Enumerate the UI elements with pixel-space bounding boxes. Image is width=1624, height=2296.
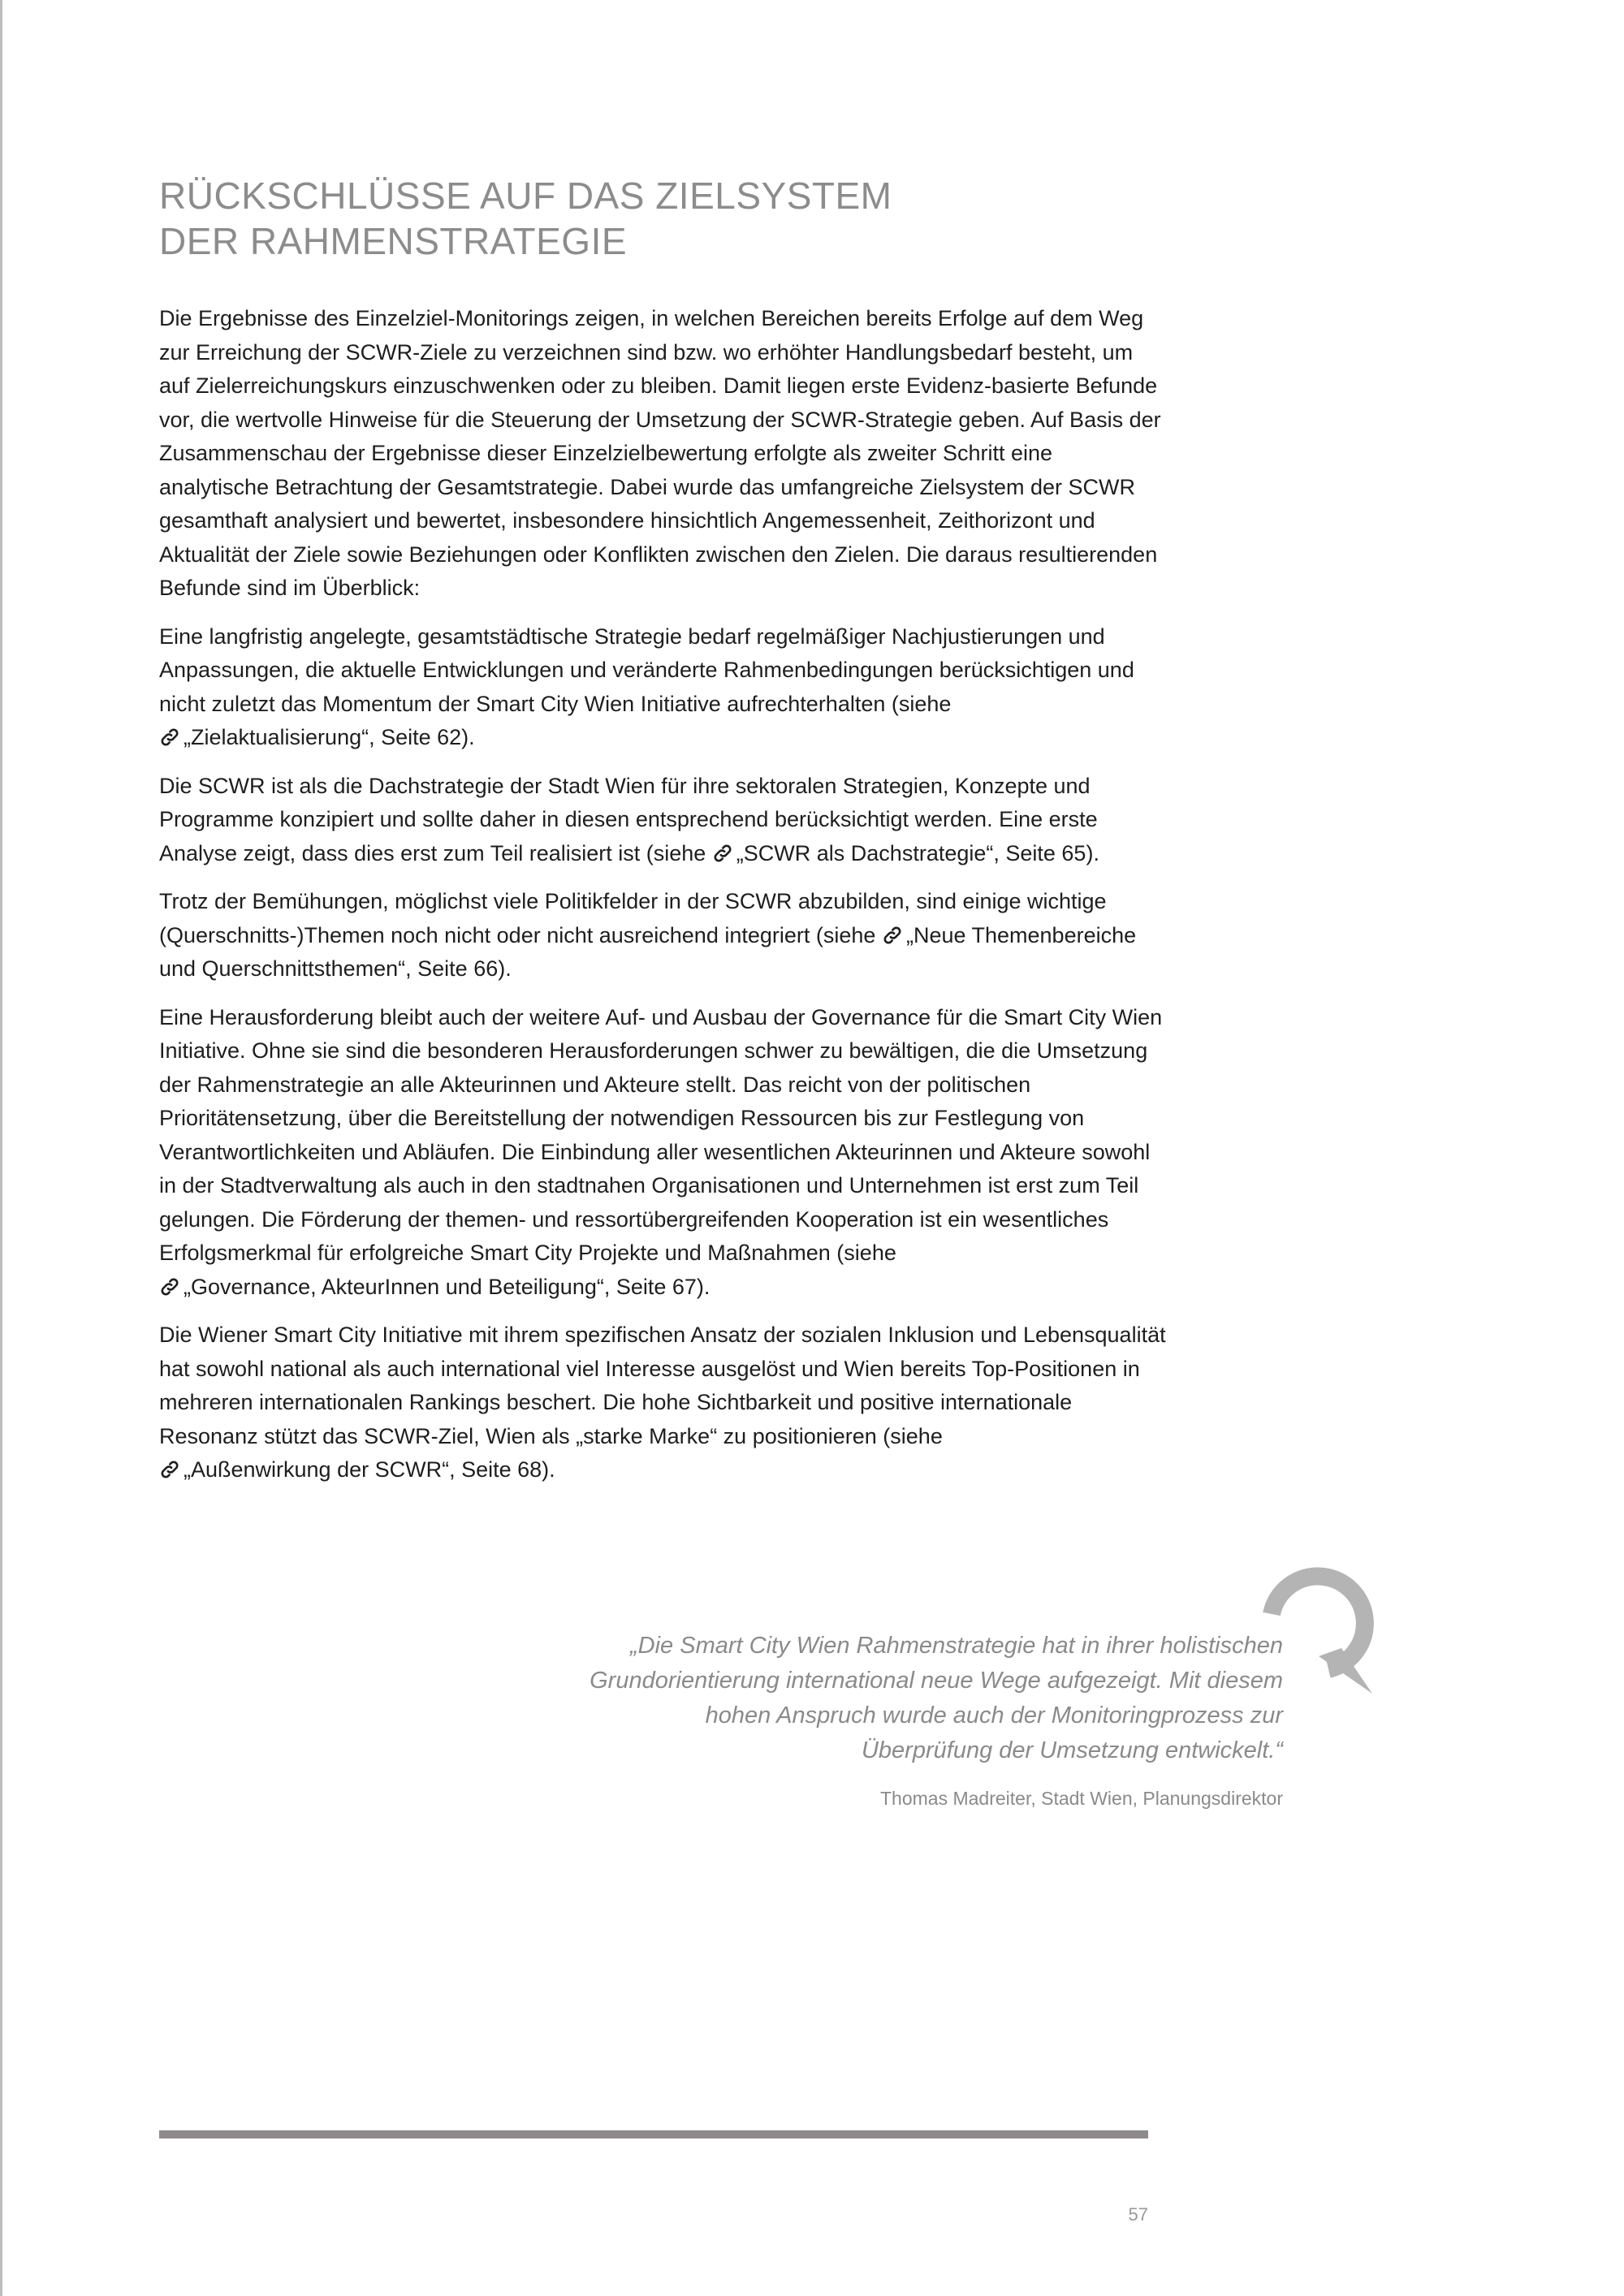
paragraph-finding-1 <box>159 620 1166 755</box>
paragraph-text: Eine langfristig angelegte, gesamtstädtische Strategie bedarf regelmäßiger Nachjustierungen und Anpassungen, die aktuelle Entwicklungen und veränderte Rahmenbedingungen berücksichtigen und nicht zuletzt das Momentum der Smart City Wien Initiative aufrechterhalten (siehe <box>159 624 1134 716</box>
cross-reference-text: „Neue Themenbereiche und Querschnittsthemen“, Seite 66). <box>159 922 1137 981</box>
page-title-line-1: RÜCKSCHLÜSSE AUF DAS ZIELSYSTEM <box>159 174 892 217</box>
link-icon <box>159 1276 180 1297</box>
paragraph-text: Die Wiener Smart City Initiative mit ihrem spezifischen Ansatz der sozialen Inklusion und Lebensqualität hat sowohl national als auch international viel Interesse ausgelöst und Wien bereits Top-Positionen in mehreren internationalen Rankings beschert. Die hohe Sichtbarkeit und positive internationale Resonanz stützt das SCWR-Ziel, Wien als „starke Marke“ zu positionieren (siehe <box>159 1323 1166 1448</box>
link-icon <box>159 1459 180 1480</box>
page-edge <box>0 0 2 2296</box>
page-title-line-2: DER RAHMENSTRATEGIE <box>159 219 628 262</box>
paragraph-finding-3 <box>159 885 1166 986</box>
quote-line: „Die Smart City Wien Rahmenstrategie hat in ihrer holistischen <box>630 1633 1283 1659</box>
paragraph-finding-4 <box>159 1001 1166 1305</box>
footer-divider <box>159 2130 1148 2138</box>
paragraph-finding-2 <box>159 770 1166 871</box>
link-icon <box>712 843 733 864</box>
cross-reference-link[interactable] <box>159 1275 710 1299</box>
paragraph-text: Trotz der Bemühungen, möglichst viele Politikfelder in der SCWR abzubilden, sind einige wichtige (Querschnitts-)Themen noch nicht oder nicht ausreichend integriert (siehe <box>159 889 1107 947</box>
page-title <box>159 173 1215 264</box>
page-number: 57 <box>1128 2204 1148 2225</box>
quote-line: Überprüfung der Umsetzung entwickelt.“ <box>861 1737 1283 1763</box>
paragraph-text: Die Ergebnisse des Einzelziel-Monitorings zeigen, in welchen Bereichen bereits Erfolge auf dem Weg zur Erreichung der SCWR-Ziele zu verzeichnen sind bzw. wo erhöhter Handlungsbedarf besteht, um auf Zielerreichungskurs einzuschwenken oder zu bleiben. Damit liegen erste Evidenz-basierte Befunde vor, die wertvolle Hinweise für die Steuerung der Umsetzung der SCWR-Strategie geben. Auf Basis der Zusammenschau der Ergebnisse dieser Einzelzielbewertung erfolgte als zweiter Schritt eine analytische Betrachtung der Gesamtstrategie. Dabei wurde das umfangreiche Zielsystem der SCWR gesamthaft analysiert und bewertet, insbesondere hinsichtlich Angemessenheit, Zeithorizont und Aktualität der Ziele sowie Beziehungen oder Konflikten zwischen den Zielen. Die daraus resultierenden Befunde sind im Überblick: <box>159 306 1161 600</box>
quote-text <box>520 1629 1283 1768</box>
quote-line: hohen Anspruch wurde auch der Monitoringprozess zur <box>705 1703 1283 1728</box>
cross-reference-text: „Zielaktualisierung“, Seite 62). <box>184 725 475 749</box>
paragraph-intro <box>159 302 1166 606</box>
cross-reference-text: „SCWR als Dachstrategie“, Seite 65). <box>736 840 1099 865</box>
link-icon <box>159 727 180 748</box>
cross-reference-link[interactable] <box>159 725 475 749</box>
paragraph-text: Die SCWR ist als die Dachstrategie der Stadt Wien für ihre sektoralen Strategien, Konzepte und Programme konzipiert und sollte daher in diesen entsprechend berücksichtigt werden. Eine erste Analyse zeigt, dass dies erst zum Teil realisiert ist (siehe <box>159 773 1098 865</box>
quote-line: Grundorientierung international neue Wege aufgezeigt. Mit diesem <box>590 1668 1283 1694</box>
cross-reference-text: „Governance, AkteurInnen und Beteiligung“, Seite 67). <box>184 1274 710 1299</box>
quote-author: Thomas Madreiter, Stadt Wien, Planungsdirektor <box>879 1788 1283 1809</box>
paragraph-finding-5 <box>159 1318 1166 1487</box>
cross-reference-link[interactable] <box>159 1457 555 1482</box>
body-text <box>159 302 1166 1502</box>
cross-reference-link[interactable] <box>712 841 1099 865</box>
link-icon <box>882 925 903 946</box>
pull-quote <box>520 1629 1283 1810</box>
cross-reference-text: „Außenwirkung der SCWR“, Seite 68). <box>184 1457 555 1482</box>
paragraph-text: Eine Herausforderung bleibt auch der weitere Auf- und Ausbau der Governance für die Smart City Wien Initiative. Ohne sie sind die besonderen Herausforderungen schwer zu bewältigen, die die Umsetzung der Rahmenstrategie an alle Akteurinnen und Akteure stellt. Das reicht von der politischen Prioritätensetzung, über die Bereitstellung der notwendigen Ressourcen bis zur Festlegung von Verantwortlichkeiten und Abläufen. Die Einbindung aller wesentlichen Akteurinnen und Akteure sowohl in der Stadtverwaltung als auch in den stadtnahen Organisationen und Unternehmen ist erst zum Teil gelungen. Die Förderung der themen- und ressortübergreifenden Kooperation ist ein wesentliches Erfolgsmerkmal für erfolgreiche Smart City Projekte und Maßnahmen (siehe <box>159 1004 1163 1265</box>
